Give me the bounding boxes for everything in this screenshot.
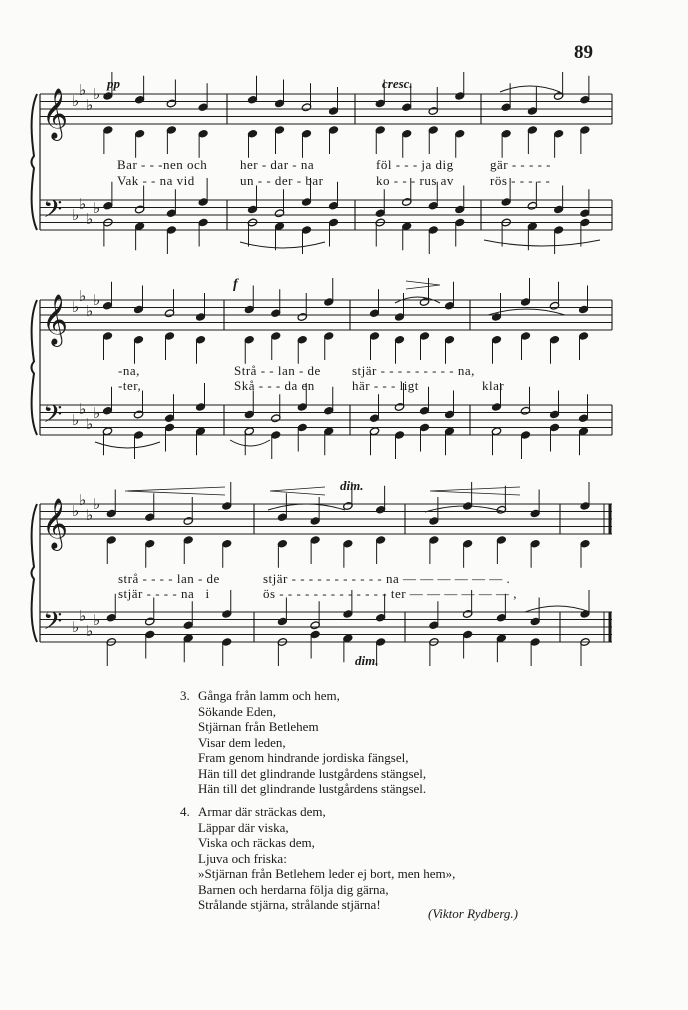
flat-icon: ♭ xyxy=(79,400,87,418)
flat-icon: ♭ xyxy=(86,96,94,114)
flat-icon: ♭ xyxy=(72,206,80,224)
lyric-s2-v1-b: Strå - - lan - de xyxy=(234,363,321,378)
lyric-s2-v2-d: klar xyxy=(482,378,505,393)
flat-icon: ♭ xyxy=(79,287,87,305)
treble-clef-icon: 𝄞 xyxy=(42,498,69,549)
lyric-s2-v1-a: -na, xyxy=(118,363,140,378)
lyric-s2-v2-a: -ter, xyxy=(118,378,142,393)
stanza-line: Gånga från lamm och hem, xyxy=(198,688,340,703)
bass-clef-icon: 𝄢 xyxy=(43,195,63,230)
lyric-s1-v1-b: her - dar - na xyxy=(240,157,315,172)
flat-icon: ♭ xyxy=(86,210,94,228)
flat-icon: ♭ xyxy=(72,618,80,636)
lyric-s2-v2-c: här - - - ligt xyxy=(352,378,419,393)
lyric-s1-v2-b: un - - der - bar xyxy=(240,173,324,188)
lyric-s3-v2-b: ös - - - - - - - - - - - - - ter — — — — — — , xyxy=(263,586,518,601)
treble-clef-icon: 𝄞 xyxy=(42,88,69,139)
stanza-4 xyxy=(180,804,456,913)
lyric-s3-v2-a: stjär - - - - na i xyxy=(118,586,210,601)
flat-icon: ♭ xyxy=(86,506,94,524)
stanza-line: Strålande stjärna, strålande stjärna! xyxy=(198,897,381,912)
flat-icon: ♭ xyxy=(93,611,101,629)
stanza-line: Hän till det glindrande lustgårdens stängsel. xyxy=(198,781,427,796)
slur xyxy=(240,242,325,248)
bass-clef-icon: 𝄢 xyxy=(43,400,63,435)
hairpin xyxy=(125,487,225,495)
stanza-line: Hän till det glindrande lustgårdens stängsel, xyxy=(198,765,427,781)
stanza-line: Ljuva och friska: xyxy=(198,850,287,866)
flat-icon: ♭ xyxy=(86,415,94,433)
bass-clef-icon: 𝄢 xyxy=(43,607,63,642)
lyric-s1-v1-a: Bar - - -nen och xyxy=(117,157,208,172)
slur xyxy=(95,442,160,448)
flat-icon: ♭ xyxy=(79,491,87,509)
lyric-s3-v1-a: strå - - - - lan - de xyxy=(118,571,220,586)
slur xyxy=(525,606,590,612)
flat-icon: ♭ xyxy=(72,411,80,429)
flat-icon: ♭ xyxy=(72,92,80,110)
stanza-line: Sökande Eden, xyxy=(198,703,276,719)
dynamic-dim-top: dim. xyxy=(340,478,364,493)
flat-icon: ♭ xyxy=(93,404,101,422)
stanza-line: Armar där sträckas dem, xyxy=(198,804,326,819)
stanza-number: 3. xyxy=(180,688,190,703)
dynamic-dim-bottom: dim. xyxy=(355,653,379,668)
slur xyxy=(268,504,345,510)
flat-icon: ♭ xyxy=(79,607,87,625)
stanza-line: Läppar där viska, xyxy=(198,819,289,835)
lyric-s1-v1-d: gär - - - - - xyxy=(490,157,551,172)
flat-icon: ♭ xyxy=(72,502,80,520)
brace xyxy=(32,94,38,230)
dynamic-pp: pp xyxy=(107,76,120,91)
lyric-s3-v1-b: stjär - - - - - - - - - - - na — — — — — — . xyxy=(263,571,511,586)
slur xyxy=(230,440,270,446)
stanza-line: Fram genom hindrande jordiska fängsel, xyxy=(198,750,409,765)
stanza-line: Barnen och herdarna följa dig gärna, xyxy=(198,881,389,897)
flat-icon: ♭ xyxy=(86,622,94,640)
hairpin xyxy=(430,487,520,495)
dynamic-forte: f xyxy=(233,277,238,292)
lyric-s1-v2-c: ko - - - rus av xyxy=(376,173,454,188)
flat-icon: ♭ xyxy=(79,81,87,99)
slur xyxy=(484,240,600,246)
hairpin xyxy=(406,281,440,289)
stanza-line: Visar dem leden, xyxy=(198,734,286,750)
flat-icon: ♭ xyxy=(72,298,80,316)
flat-icon: ♭ xyxy=(93,199,101,217)
lyric-s2-v2-b: Skå - - - da en xyxy=(234,378,315,393)
slur xyxy=(500,86,560,92)
lyric-s1-v2-a: Vak - - na vid xyxy=(117,173,195,188)
flat-icon: ♭ xyxy=(93,495,101,513)
lyric-s1-v1-c: föl - - - ja dig xyxy=(376,157,454,172)
lyric-s2-v1-c: stjär - - - - - - - - - na, xyxy=(352,363,475,378)
flat-icon: ♭ xyxy=(93,291,101,309)
stanza-line: »Stjärnan från Betlehem leder ej bort, men hem», xyxy=(198,866,456,881)
stanza-number: 4. xyxy=(180,804,190,819)
stanza-3 xyxy=(180,688,427,797)
flat-icon: ♭ xyxy=(79,195,87,213)
hairpin xyxy=(270,487,325,495)
brace xyxy=(32,504,38,642)
stanza-line: Viska och räckas dem, xyxy=(198,835,315,850)
lyric-s1-v2-d: rös - - - - - xyxy=(490,173,551,188)
page-number: 89 xyxy=(574,42,593,63)
brace xyxy=(32,300,38,435)
author-credit: (Viktor Rydberg.) xyxy=(428,906,519,921)
stanza-line: Stjärnan från Betlehem xyxy=(198,719,319,734)
treble-clef-icon: 𝄞 xyxy=(42,294,69,345)
flat-icon: ♭ xyxy=(86,302,94,320)
flat-icon: ♭ xyxy=(93,85,101,103)
dynamic-cresc: cresc. xyxy=(382,76,413,91)
